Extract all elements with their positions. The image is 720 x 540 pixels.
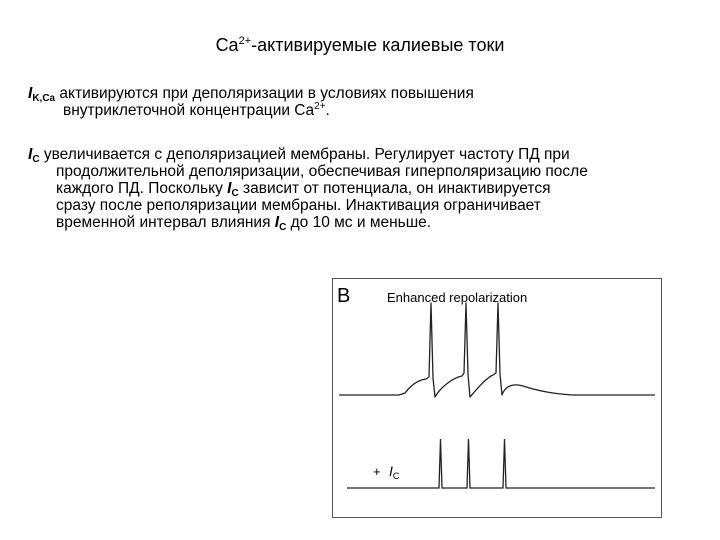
figure-caption: Enhanced repolarization [387, 290, 528, 305]
paragraph-text: . [325, 102, 330, 119]
paragraph-ik-ca [28, 85, 668, 119]
paragraph-text: увеличивается с деполяризацией мембраны. Регулирует частоту ПД при [39, 146, 570, 163]
trace-label [389, 463, 399, 479]
current-symbol-subscript: C [231, 188, 239, 199]
paragraph-ic [28, 146, 688, 231]
title-base: Ca [215, 35, 239, 55]
membrane-recording-traces [333, 279, 663, 519]
current-symbol-subscript: C [32, 154, 40, 165]
panel-letter: B [337, 285, 351, 307]
paragraph-text: зависит от потенциала, он инактивируется [238, 180, 551, 197]
trace-label-subscript: C [392, 471, 400, 481]
paragraph-ik-ca-line2 [28, 102, 668, 119]
trace-label-symbol: I [389, 463, 393, 479]
current-symbol: I [28, 146, 33, 163]
paragraph-text: каждого ПД. Поскольку [56, 180, 228, 197]
paragraph-ic-line4: сразу после реполяризации мембраны. Инактивация ограничивает [56, 197, 541, 214]
membrane-potential-trace [339, 303, 655, 397]
paragraph-text: временной интервал влияния [56, 214, 275, 231]
slide-title [0, 34, 720, 56]
paragraph-ic-line2: продолжительной деполяризации, обеспечивая гиперполяризацию после [56, 163, 588, 180]
current-symbol: I [227, 180, 232, 197]
current-symbol: I [28, 85, 33, 102]
paragraph-text: до 10 мс и меньше. [286, 214, 432, 231]
recording-figure [332, 278, 662, 518]
trace-plus-sign: + [373, 464, 381, 479]
paragraph-text: внутриклеточной концентрации Ca [63, 102, 315, 119]
current-symbol-subscript: K,Ca [32, 93, 56, 104]
paragraph-ic-line3 [28, 180, 688, 197]
current-symbol-subscript: C [279, 222, 287, 233]
paragraph-ic-line5 [28, 214, 688, 231]
title-rest: -активируемые калиевые токи [251, 35, 505, 55]
current-symbol: I [274, 214, 280, 231]
paragraph-text: активируются при деполяризации в условиях повышения [55, 85, 474, 102]
paragraph-ik-ca-line1 [28, 85, 668, 102]
paragraph-ic-line1 [28, 146, 688, 163]
title-superscript: 2+ [238, 35, 252, 47]
ion-charge-superscript: 2+ [314, 101, 326, 112]
